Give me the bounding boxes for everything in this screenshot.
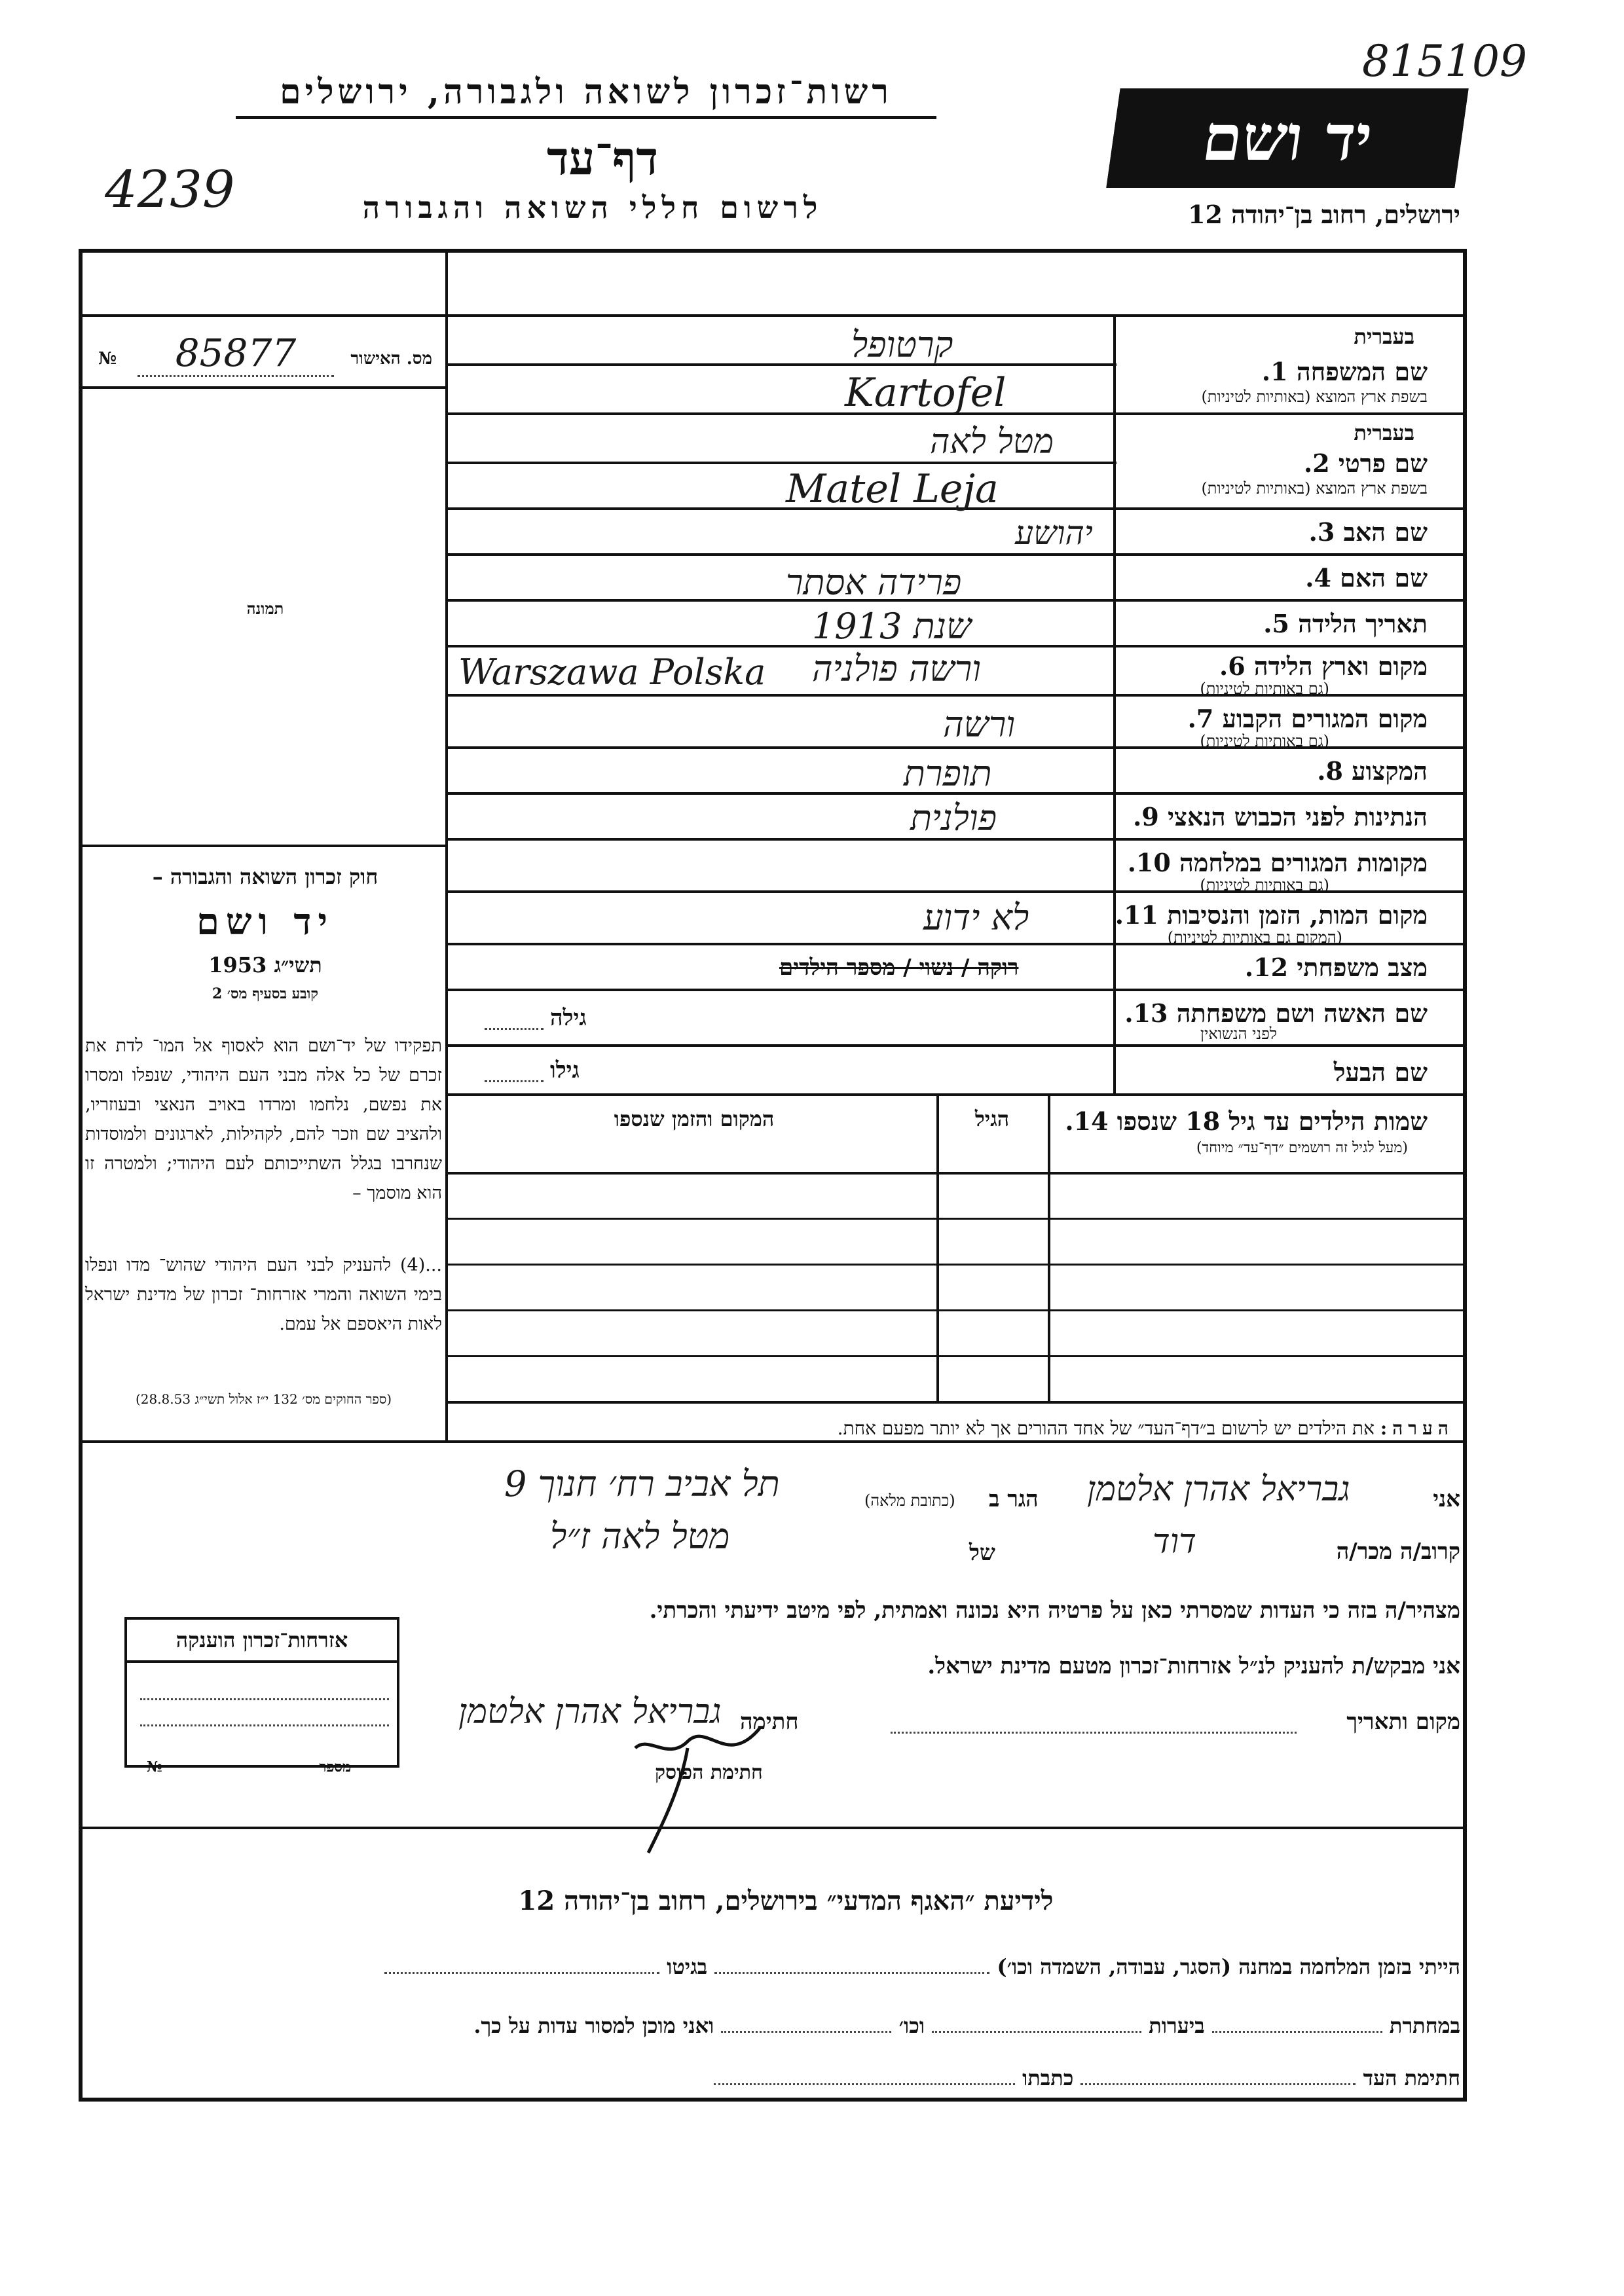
- field-7-value: ורשה: [943, 704, 1016, 745]
- field-10-sub: (גם באותיות לטיניות): [1200, 876, 1329, 894]
- children-row-1: [445, 1218, 1467, 1220]
- decl-line2-value: דוד: [1153, 1522, 1196, 1561]
- decl-line2-name: מטל לאה ז״ל: [550, 1516, 730, 1557]
- field-12-label: מצב משפחתי 12.: [1244, 953, 1428, 982]
- field-2-value-hebrew: מטל לאה: [930, 422, 1054, 462]
- field-4-value: פרידה אסתר: [786, 562, 962, 603]
- label-column-divider: [1113, 314, 1116, 1093]
- row-line-3: [445, 553, 1467, 556]
- approval-value: 85877: [138, 331, 334, 377]
- citizenship-title: אזרחות־זכרון הוענקה: [175, 1628, 348, 1652]
- signature-label: חתימה: [740, 1709, 799, 1735]
- handwritten-number-right: 815109: [1362, 36, 1527, 86]
- place-date-label: מקום ותאריך: [1346, 1709, 1460, 1735]
- children-header-line: [445, 1172, 1467, 1175]
- field-3-label: שם האב 3.: [1308, 517, 1428, 547]
- authority-title: רשות־זכרון לשואה ולגבורה, ירושלים: [236, 72, 936, 119]
- children-header-place: המקום והזמן שנספו: [614, 1106, 775, 1131]
- photo-label: תמונה: [246, 599, 284, 618]
- address: ירושלים, רחוב בן־יהודה 12: [1188, 200, 1460, 229]
- row-line-1a: [445, 363, 1116, 366]
- field-2-value-latin: Matel Leja: [786, 466, 999, 512]
- field-3-value: יהושע: [1015, 514, 1093, 552]
- children-row-4: [445, 1355, 1467, 1357]
- field-7-sub: (גם באותיות לטיניות): [1200, 732, 1329, 750]
- handwritten-number-left: 4239: [105, 160, 235, 219]
- decl-line2-prefix: קרוב/ה מכר/ה: [1336, 1539, 1460, 1565]
- husband-age-label: גילו: [550, 1057, 580, 1084]
- footer-line3: חתימת העד כתבתו: [714, 2066, 1460, 2090]
- law-year: תשי״ג 1953: [208, 953, 322, 977]
- children-row-2: [445, 1264, 1467, 1266]
- official-signature-label: חתימת הפוסק: [655, 1761, 763, 1784]
- field-2-lang: בעברית: [1354, 420, 1414, 445]
- decl-line2-mid: של: [969, 1540, 995, 1566]
- field-5-value: שנת 1913: [812, 606, 972, 647]
- children-header-age: הגיל: [974, 1106, 1010, 1131]
- footer-line1: הייתי בזמן המלחמה במחנה (הסגר, עבודה, השמדה וכו׳) בגיטו: [384, 1954, 1460, 1979]
- children-table-bottom: [445, 1401, 1467, 1404]
- approval-row-line: [79, 386, 445, 389]
- row-line-husband: [445, 1093, 1467, 1096]
- footer-title: לידיעת ״האגף המדעי״ בירושלים, רחוב בן־יהודה 12: [518, 1886, 1054, 1916]
- footer-top-line: [79, 1827, 1467, 1829]
- note-label: הערה:: [1380, 1417, 1454, 1439]
- footer-line2: במחתרת ביערות וכו׳ ואני מוכן למסור עדות על כך.: [473, 2013, 1460, 2038]
- field-12-value: רוקה / נשוי / מספר הילדים: [779, 955, 1019, 981]
- law-name: יד ושם: [196, 900, 335, 943]
- children-header-names: שמות הילדים עד גיל 18 שנספו 14.: [1065, 1106, 1428, 1136]
- row-line-12: [445, 989, 1467, 991]
- field-1-label: שם המשפחה 1.: [1261, 357, 1428, 386]
- note-text: את הילדים יש לרשום ב״דף־העד״ של אחד ההורים אך לא יותר מפעם אחת.: [837, 1417, 1375, 1439]
- law-reference: (ספר החוקים מס׳ 132 י״ז אלול תשי״ג 28.8.53): [135, 1391, 392, 1407]
- place-date-line: [891, 1732, 1297, 1734]
- field-13-sub: לפני הנשואין: [1200, 1025, 1277, 1043]
- law-text-1: תפקידו של יד־ושם הוא לאסוף אל המו־ לדת את זכרם של כל אלה מבני העם היהודי, שנפלו ומסרו את נפשם, נלחמו ומרדו באויב הנאצי ובעוזריו, ולהציב שם וזכר להם, לקהילות, לארגונים ולמוסדות שנחרבו בגלל השתייכותם לעם היהודי; ולמטרה זו הוא מוסמך –: [85, 1036, 442, 1203]
- row-line-2a: [445, 462, 1116, 464]
- field-6-value-hebrew: ורשה פולניה: [812, 648, 982, 689]
- citizenship-box: אזרחות־זכרון הוענקה מספר №: [124, 1617, 399, 1768]
- field-11-sub: (המקום גם באותיות לטיניות): [1167, 928, 1342, 947]
- top-band-line: [79, 314, 1467, 317]
- note-row: [452, 1417, 1454, 1440]
- field-2-sub: בשפת ארץ המוצא (באותיות לטיניות): [1201, 479, 1428, 498]
- law-text-2: ...(4) להעניק לבני העם היהודי שהוש־ מדו ונפלו בימי השואה והמרי אזרחות־ זכרון של מדינת ישראל לאות היאספם אל עמם.: [85, 1255, 442, 1334]
- approval-number-row: [92, 331, 439, 376]
- field-1-value-latin: Kartofel: [845, 370, 1006, 416]
- decl-line1-prefix: אני: [1433, 1486, 1460, 1512]
- approval-label: מס. האישור: [350, 349, 432, 369]
- field-11-value: לא ידוע: [923, 897, 1029, 938]
- approval-prefix: №: [98, 349, 117, 369]
- field-1-value-hebrew: קרטופל: [851, 324, 953, 365]
- official-signature-mark: [609, 1722, 805, 1859]
- field-1-sub: בשפת ארץ המוצא (באותיות לטיניות): [1201, 388, 1428, 406]
- decl-line1-address: תל אביב רח׳ חנוך 9: [504, 1463, 780, 1504]
- field-9-label: הנתינות לפני הכבוש הנאצי 9.: [1133, 802, 1428, 831]
- field-4-label: שם האם 4.: [1305, 563, 1428, 592]
- field-6-value-latin: Warszawa Polska: [458, 651, 766, 693]
- field-7-label: מקום המגורים הקבוע 7.: [1187, 704, 1428, 733]
- field-8-label: המקצוע 8.: [1317, 756, 1428, 786]
- field-10-label: מקומות המגורים במלחמה 10.: [1127, 848, 1428, 877]
- children-row-3: [445, 1309, 1467, 1311]
- logo-text: יד ושם: [1198, 101, 1377, 175]
- law-clause: קובע בסעיף מס׳ 2: [212, 985, 319, 1002]
- row-line-13: [445, 1044, 1467, 1047]
- children-header-sub: (מעל לגיל זה רושמים ״דף־עד״ מיוחד): [1196, 1140, 1408, 1156]
- decl-line1-addr-note: (כתובת מלאה): [864, 1491, 955, 1510]
- decl-line1-mid: הגר ב: [989, 1486, 1039, 1512]
- signature-value: גבריאל אהרן אלטמן: [458, 1692, 722, 1732]
- decl-line3: מצהיר/ה בזה כי העדות שמסרתי כאן על פרטיה היא נכונה ואמתית, לפי מיטב ידיעתי והכרתי.: [649, 1597, 1460, 1624]
- form-subtitle: לרשום חללי השואה והגבורה: [362, 190, 823, 225]
- photo-box-bottom: [79, 845, 445, 847]
- field-9-value: פולנית: [910, 797, 997, 839]
- field-6-label: מקום וארץ הלידה 6.: [1219, 651, 1428, 681]
- husband-label: שם הבעל: [1333, 1057, 1428, 1087]
- field-2-label: שם פרטי 2.: [1303, 448, 1428, 478]
- law-title: חוק זכרון השואה והגבורה –: [152, 864, 378, 889]
- decl-line1-name: גבריאל אהרן אלטמן: [1087, 1470, 1350, 1509]
- field-1-lang: בעברית: [1354, 324, 1414, 349]
- field-5-label: תאריך הלידה 5.: [1263, 609, 1428, 638]
- field-13-label: שם האשה ושם משפחתה 13.: [1124, 998, 1428, 1028]
- husband-age-line: [485, 1080, 544, 1082]
- note-line: [79, 1440, 1467, 1443]
- field-13-age-label: גילה: [550, 1005, 587, 1031]
- left-column-divider: [445, 249, 448, 1440]
- decl-line4: אני מבקש/ת להעניק לנ״ל אזרחות־זכרון מטעם מדינת ישראל.: [927, 1653, 1460, 1679]
- yad-vashem-logo: [1106, 88, 1468, 188]
- field-6-sub: (גם באותיות לטיניות): [1200, 680, 1329, 698]
- field-11-label: מקום המות, הזמן והנסיבות 11.: [1115, 900, 1428, 930]
- form-title: דף־עד: [546, 131, 658, 185]
- field-8-value: תופרת: [904, 753, 992, 794]
- field-13-age-line: [485, 1028, 544, 1030]
